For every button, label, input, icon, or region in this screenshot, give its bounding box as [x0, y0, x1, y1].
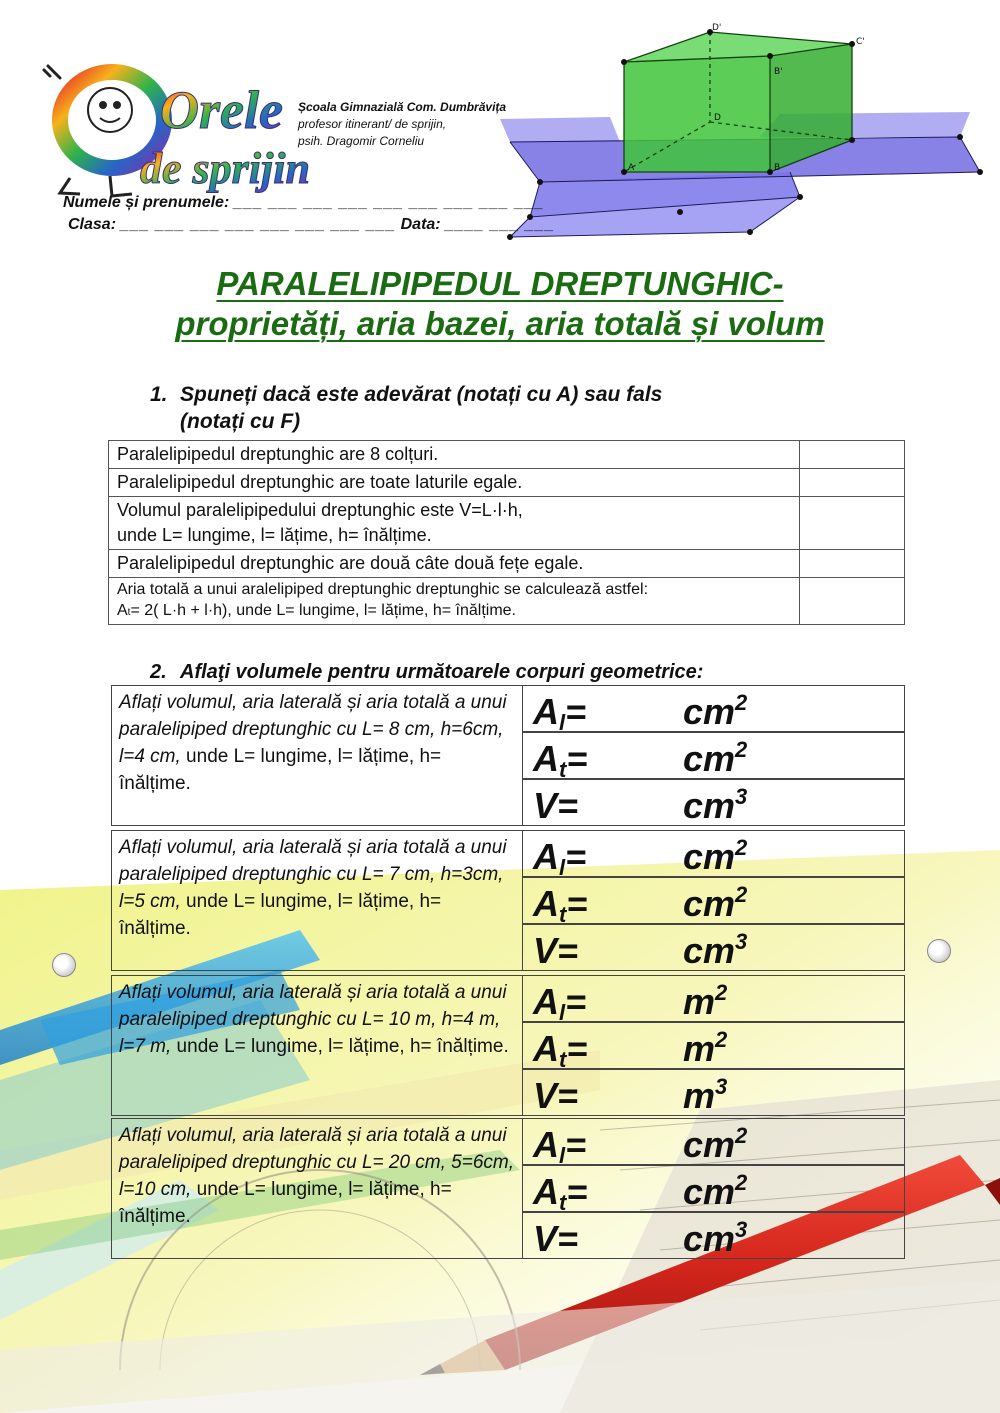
answer-column	[522, 830, 905, 971]
name-blank[interactable]: ___ ___ ___ ___ ___ ___ ___ ___ ___	[233, 194, 545, 211]
formula-label: V=	[533, 785, 579, 826]
statement-line: Volumul paralelipipedului dreptunghic este V=L·l·h,	[117, 500, 523, 520]
logo-text-orele: Orele	[160, 80, 283, 140]
answer-cell[interactable]	[800, 441, 905, 469]
unit-label: $m^2$	[683, 1027, 728, 1069]
problem-block	[111, 975, 905, 1118]
unit-label: $cm^2$	[683, 835, 748, 877]
formula-label: $A_t=$	[533, 1028, 588, 1072]
unit-label: $cm^2$	[683, 1170, 748, 1212]
volume-answer[interactable]	[522, 779, 905, 826]
answer-column	[522, 975, 905, 1116]
volume-answer[interactable]	[522, 1069, 905, 1116]
formula-label: V=	[533, 930, 579, 971]
table-row	[109, 469, 905, 497]
true-false-table	[108, 440, 905, 625]
exercise-1-number: 1.	[150, 383, 168, 406]
table-row	[109, 550, 905, 578]
statement-line: unde L= lungime, l= lățime, h= înălțime.	[117, 525, 432, 545]
cube-label-d: D	[714, 113, 721, 123]
teacher-role: profesor itinerant/ de sprijin,	[298, 117, 447, 131]
statement-cell: Paralelipipedul dreptunghic are 8 colțuri.	[109, 441, 800, 469]
unit-label: $cm^3$	[683, 929, 748, 971]
volume-answer[interactable]	[522, 924, 905, 971]
cube-label-a: A	[628, 163, 635, 173]
answer-cell[interactable]	[800, 578, 905, 625]
total-area-answer[interactable]	[522, 732, 905, 782]
exercise-1-instruction-2: (notați cu F)	[180, 410, 301, 433]
formula-label: $A_l=$	[533, 981, 587, 1025]
statement-cell	[109, 497, 800, 550]
answer-column	[522, 685, 905, 826]
formula-label: V=	[533, 1218, 579, 1259]
cube-label-b-prime: B'	[774, 67, 783, 77]
orele-de-sprijin-logo	[40, 58, 340, 203]
formula-label: $A_t=$	[533, 1171, 588, 1215]
table-row	[109, 441, 905, 469]
school-name: Școala Gimnazială Com. Dumbrăvița	[298, 100, 507, 114]
page-title	[0, 264, 1000, 344]
unit-label: $m^2$	[683, 980, 728, 1022]
lateral-area-answer[interactable]	[522, 685, 905, 735]
formula-label: $A_l=$	[533, 836, 587, 880]
problem-statement: Aflați volumul, aria laterală și aria totală a unui paralelipiped dreptunghic cu L= 20 cm, 5=6cm, l=10 cm, unde L= lungime, l= lățime, h= înălțime.	[111, 1118, 523, 1259]
unit-label: $cm^2$	[683, 1123, 748, 1165]
school-info	[298, 99, 506, 150]
unit-label: $m^3$	[683, 1074, 728, 1116]
unit-label: $cm^3$	[683, 1217, 748, 1259]
problem-block	[111, 830, 905, 973]
class-label: Clasa:	[68, 216, 117, 233]
cuboid-net-illustration	[500, 22, 1000, 252]
answer-column	[522, 1118, 905, 1259]
date-blank[interactable]: ____ ___ ___	[445, 216, 555, 233]
total-area-answer[interactable]	[522, 877, 905, 927]
answer-cell[interactable]	[800, 497, 905, 550]
total-area-answer[interactable]	[522, 1165, 905, 1215]
cube-label-d-prime: D'	[712, 23, 722, 33]
total-area-answer[interactable]	[522, 1022, 905, 1072]
problem-block	[111, 1118, 905, 1261]
exercise-2-number: 2.	[150, 661, 167, 683]
formula-label: V=	[533, 1075, 579, 1116]
cube-label-c-prime: C'	[856, 37, 865, 47]
lateral-area-answer[interactable]	[522, 1118, 905, 1168]
logo-text-de-sprijin: de sprijin	[140, 144, 310, 193]
class-date-field[interactable]	[68, 216, 555, 234]
volume-answer[interactable]	[522, 1212, 905, 1259]
title-line-2: proprietăți, aria bazei, aria totală și volum	[175, 305, 825, 342]
unit-label: $cm^3$	[683, 784, 748, 826]
class-blank[interactable]: ___ ___ ___ ___ ___ ___ ___ ___	[120, 216, 397, 233]
unit-label: $cm^2$	[683, 690, 748, 732]
lateral-area-answer[interactable]	[522, 830, 905, 880]
problem-statement: Aflați volumul, aria laterală și aria totală a unui paralelipiped dreptunghic cu L= 10 m, h=4 m, l=7 m, unde L= lungime, l= lățime, h= înălțime.	[111, 975, 523, 1116]
problem-statement: Aflați volumul, aria laterală și aria totală a unui paralelipiped dreptunghic cu L= 7 cm, h=3cm, l=5 cm, unde L= lungime, l= lățime, h= înălțime.	[111, 830, 523, 971]
table-row	[109, 497, 905, 550]
statement-cell	[109, 578, 800, 625]
answer-cell[interactable]	[800, 550, 905, 578]
exercise-1-instruction-1: Spuneți dacă este adevărat (notați cu A) sau fals	[180, 383, 663, 406]
date-label: Data:	[400, 216, 441, 233]
unit-label: $cm^2$	[683, 882, 748, 924]
formula-label: $A_t=$	[533, 883, 588, 927]
student-name-field[interactable]	[63, 194, 545, 212]
exercise-1-heading	[150, 381, 850, 435]
title-line-1: PARALELIPIPEDUL DREPTUNGHIC-	[216, 265, 784, 302]
statement-cell: Paralelipipedul dreptunghic are toate laturile egale.	[109, 469, 800, 497]
problem-statement: Aflați volumul, aria laterală și aria totală a unui paralelipiped dreptunghic cu L= 8 cm, h=6cm, l=4 cm, unde L= lungime, l= lățime, h= înălțime.	[111, 685, 523, 826]
exercise-2-heading	[150, 659, 703, 686]
table-row	[109, 578, 905, 625]
problem-block	[111, 685, 905, 828]
cube-label-b: B	[774, 163, 781, 173]
binder-hole-left	[52, 953, 76, 977]
statement-line: At= 2( L·h + l·h), unde L= lungime, l= lățime, h= înălțime.	[117, 602, 516, 619]
statement-line: Aria totală a unui aralelipiped dreptunghic dreptunghic se calculează astfel:	[117, 581, 649, 598]
answer-cell[interactable]	[800, 469, 905, 497]
statement-cell: Paralelipipedul dreptunghic are două câte două fețe egale.	[109, 550, 800, 578]
unit-label: $cm^2$	[683, 737, 748, 779]
binder-hole-right	[927, 939, 951, 963]
name-label: Numele și prenumele:	[63, 194, 230, 211]
lateral-area-answer[interactable]	[522, 975, 905, 1025]
exercise-2-instruction: Aflaţi volumele pentru următoarele corpuri geometrice:	[180, 661, 704, 683]
formula-label: $A_t=$	[533, 738, 588, 782]
formula-label: $A_l=$	[533, 1124, 587, 1168]
formula-label: $A_l=$	[533, 691, 587, 735]
teacher-name: psih. Dragomir Corneliu	[298, 134, 425, 148]
